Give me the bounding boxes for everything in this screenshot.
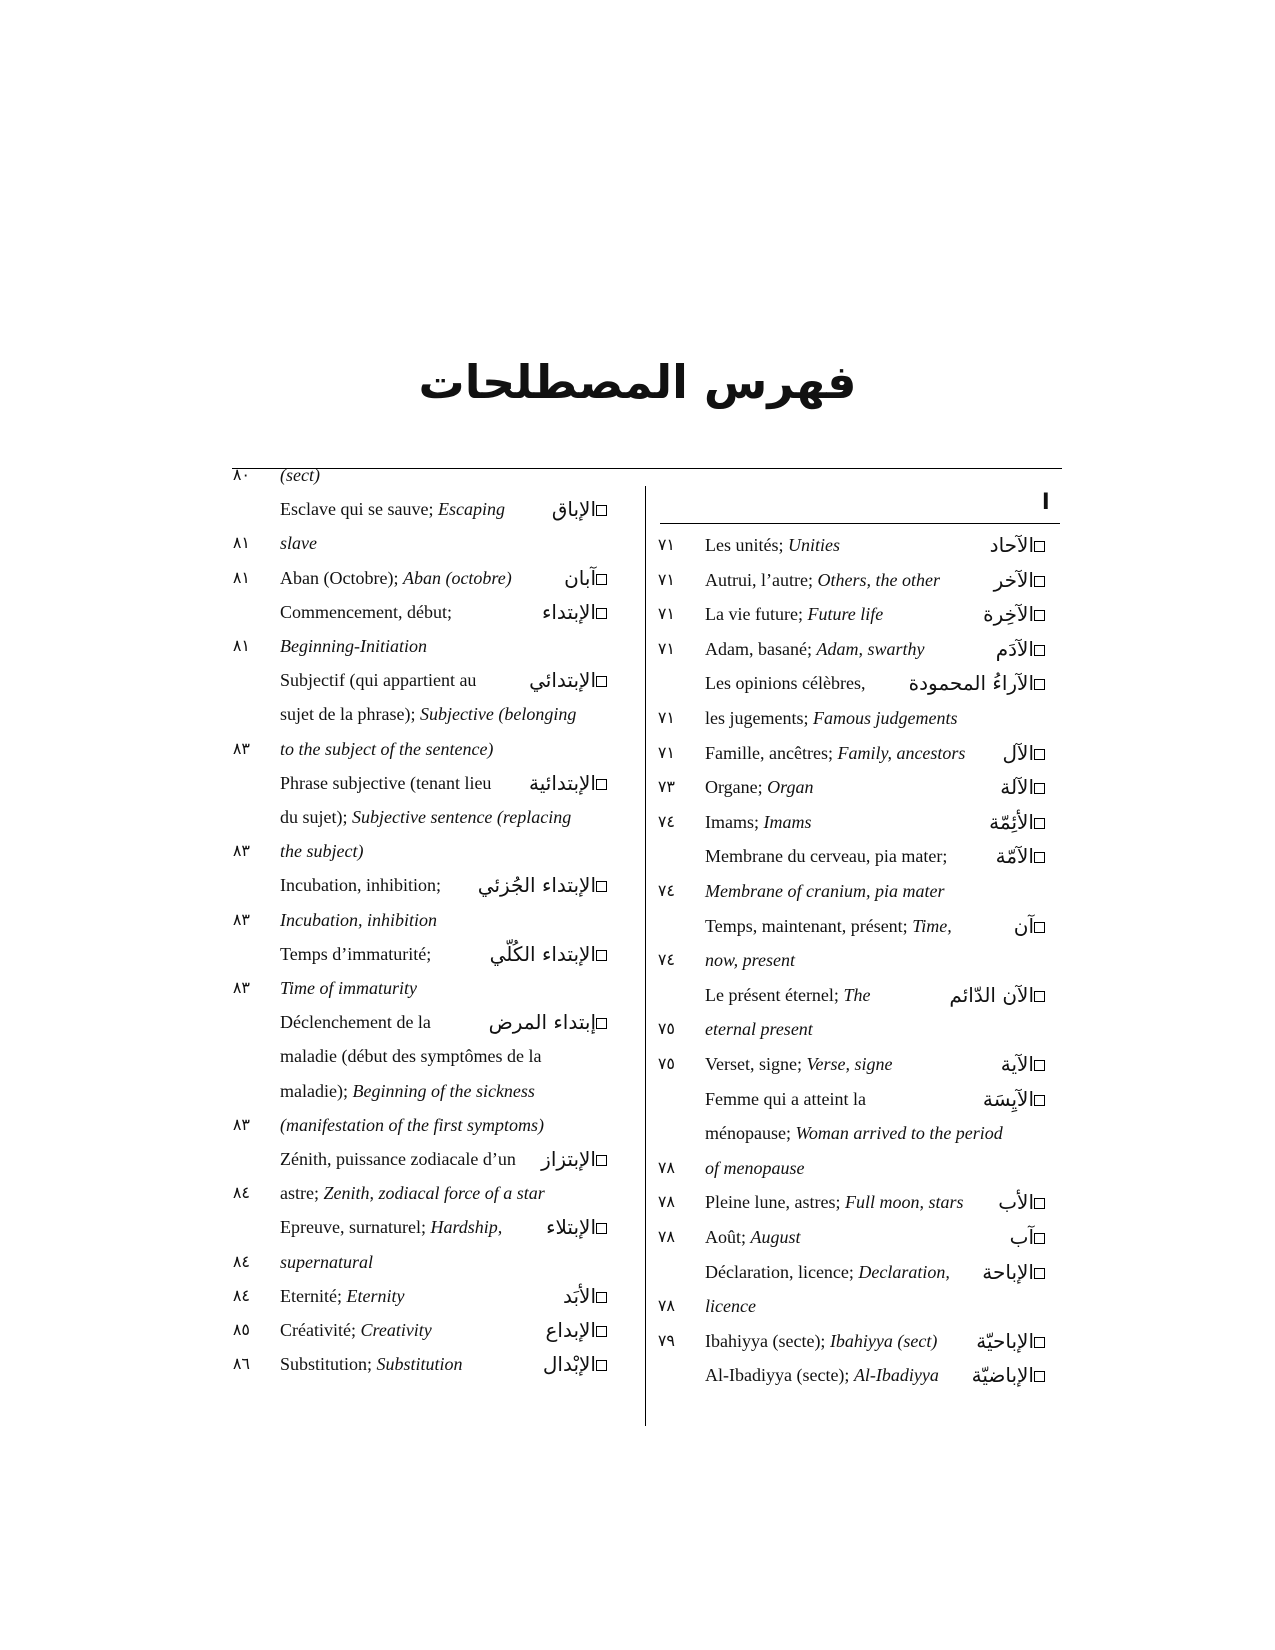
page-number: ٧١ [657,569,675,589]
definition-text [705,1184,963,1220]
square-bullet-icon [1034,1233,1045,1244]
definition-text [280,594,452,630]
arabic-term [529,662,615,698]
arabic-term-label: الآل [1002,740,1034,765]
square-bullet-icon [596,1223,607,1234]
french-text: Famille, ancêtres; [705,742,838,763]
definition-text [705,596,883,632]
definition-text [705,735,965,771]
square-bullet-icon [596,1155,607,1166]
square-bullet-icon [1034,679,1045,690]
arabic-term [909,665,1053,701]
french-text: Organe; [705,777,768,798]
english-text: supernatural [280,1251,374,1272]
french-text: Esclave qui se sauve; [280,499,438,520]
index-row [0,1150,1275,1186]
page-number: ٨٣ [232,909,250,929]
definition-text [280,1004,431,1040]
arabic-term-label: الآراءُ المحمودة [908,671,1034,696]
arabic-term-label: الإبْدال [542,1352,596,1377]
french-text: Le présent éternel; [705,984,844,1005]
page-number: ٧٨ [657,1192,675,1212]
french-text: Créativité; [280,1320,361,1340]
english-text: Zenith, zodiacal force of a star [323,1183,545,1204]
arabic-term-label: الإبتداء الجُزئي [477,873,596,898]
definition-text [705,908,952,944]
page-number: ٨١ [232,636,250,655]
french-text: Déclaration, licence; [705,1261,859,1282]
arabic-term [1003,735,1054,771]
english-text: (sect) [280,465,320,485]
index-row [0,942,1275,978]
french-text: du sujet); [280,807,352,827]
french-text: Substitution; [280,1354,377,1375]
arabic-term [1010,1219,1053,1255]
french-text: La vie future; [705,604,808,625]
english-text: Subjective sentence (replacing [352,807,572,827]
index-row [0,873,1275,909]
arabic-term-label: الإبتدائي [529,668,596,693]
page-number: ٨١ [232,567,250,587]
page-number: ٧١ [657,742,675,762]
index-row [0,1081,1275,1117]
english-text: licence [705,1296,756,1317]
french-text: maladie (début des symptômes de la [280,1046,542,1067]
index-row [0,631,1275,667]
french-text: Août; [705,1227,751,1247]
definition-text [280,936,431,972]
square-bullet-icon [596,1292,607,1303]
square-bullet-icon [1034,922,1045,933]
french-text: Adam, basané; [705,638,817,659]
index-row [0,804,1275,840]
page-number: ٨٦ [232,1354,250,1374]
index-row [0,562,1275,598]
square-bullet-icon [596,608,607,619]
english-text: Eternity [346,1285,405,1306]
english-text: Beginning-Initiation [280,636,427,656]
definition-text [280,1175,545,1211]
french-text: maladie); [280,1080,353,1101]
page-number: ٨٣ [232,738,250,758]
arabic-term [563,1278,615,1314]
french-text: Femme qui a atteint la [705,1088,866,1109]
arabic-term [490,936,615,972]
page-number: ٧١ [657,535,675,554]
french-text: Membrane du cerveau, pia mater; [705,846,948,867]
arabic-term [543,1346,615,1382]
square-bullet-icon [1034,1095,1045,1106]
arabic-term-label: الإبتدائية [529,770,596,795]
page-number: ٧٤ [657,881,675,900]
arabic-term [478,867,615,903]
arabic-term [545,1312,615,1348]
definition-text [705,1323,937,1359]
square-bullet-icon [1034,991,1045,1002]
section-letter: ا [1042,490,1050,515]
french-text: Imams; [705,811,764,832]
definition-text [705,1115,1003,1151]
definition-text [280,1141,516,1177]
french-text: Déclenchement de la [280,1012,431,1033]
english-text: The [843,984,871,1005]
arabic-term [994,562,1053,598]
definition-text [705,977,870,1013]
arabic-term-label: آن [1013,913,1034,938]
arabic-term [982,1254,1053,1290]
square-bullet-icon [596,1360,607,1371]
definition-text [280,1073,535,1109]
english-text: Time of immaturity [280,978,418,998]
definition-text [280,457,320,493]
arabic-term-label: آب [1009,1225,1034,1249]
french-text: Temps d’immaturité; [280,943,432,964]
page-number: ٨٤ [232,1183,250,1203]
arabic-term-label: الإبتلاء [546,1215,596,1240]
page-title: فهرس المصطلحات [418,355,857,409]
square-bullet-icon [596,779,607,790]
index-row [0,1357,1275,1393]
index-row [0,1115,1275,1151]
header-rule [232,468,1062,469]
arabic-term-label: الإبداع [545,1318,596,1342]
page-number: ٧٥ [657,1019,675,1039]
english-text: Family, ancestors [837,742,966,763]
arabic-term-label: الآخر [993,567,1034,592]
english-text: to the subject of the sentence) [280,738,494,759]
english-text: Imams [763,811,812,832]
index-row [0,838,1275,874]
arabic-term [1000,769,1053,805]
french-text: Phrase subjective (tenant lieu [280,772,492,793]
arabic-term-label: الإبتداء الكُلّي [489,941,596,966]
definition-text [280,1346,463,1382]
french-text: Les unités; [705,535,788,555]
square-bullet-icon [1034,783,1045,794]
english-text: now, present [705,950,795,971]
definition-text [280,1278,404,1314]
french-text: Pleine lune, astres; [705,1192,845,1213]
index-row [0,977,1275,1013]
square-bullet-icon [596,1326,607,1337]
french-text: Commencement, début; [280,601,452,622]
page-number: ٧١ [657,638,675,658]
arabic-term [998,1184,1053,1220]
arabic-term [983,596,1053,632]
square-bullet-icon [596,505,607,516]
english-text: (manifestation of the first symptoms) [280,1114,544,1135]
page-number: ٧١ [657,708,675,727]
arabic-term [976,1323,1053,1359]
square-bullet-icon [1034,645,1045,656]
arabic-term [949,977,1053,1013]
arabic-term-label: الإبتداء [541,599,596,624]
definition-text [280,525,317,561]
french-text: astre; [280,1183,324,1204]
page-number: ٧٤ [657,950,675,970]
arabic-term [564,560,615,596]
square-bullet-icon [596,574,607,585]
arabic-term [1001,1046,1053,1082]
definition-text [280,1107,544,1143]
definition-text [705,700,957,736]
arabic-term-label: الأئِمّة [989,809,1034,834]
page-number: ٧١ [657,604,675,624]
page-number: ٨٠ [232,465,250,484]
square-bullet-icon [1034,749,1045,760]
english-text: eternal present [705,1019,813,1040]
page-number: ٧٥ [657,1054,675,1073]
arabic-term-label: الأب [998,1190,1034,1215]
definition-text [705,665,865,701]
arabic-term-label: الآدَم [995,636,1034,661]
page-number: ٧٤ [657,811,675,831]
definition-text [705,527,840,563]
definition-text [280,833,363,869]
square-bullet-icon [1034,541,1045,552]
arabic-term-label: الآخِرة [983,602,1034,627]
index-row [0,596,1275,632]
definition-text [705,804,812,840]
english-text: Escaping [437,499,505,520]
arabic-term [552,491,615,527]
definition-text [705,873,944,909]
definition-text [280,1312,432,1348]
arabic-term [972,1357,1053,1393]
definition-text [280,765,491,801]
index-row [0,1011,1275,1047]
french-text: Temps, maintenant, présent; [705,915,913,936]
english-text: Hardship, [430,1217,503,1238]
english-text: Future life [807,604,884,625]
arabic-term-label: آبان [564,565,596,590]
index-row [0,527,1275,563]
page-number: ٨٤ [232,1251,250,1271]
page-number: ٨١ [232,533,250,553]
definition-text [280,867,441,903]
arabic-term [529,765,615,801]
definition-text [705,1046,892,1082]
index-row [0,1219,1275,1255]
square-bullet-icon [1034,852,1045,863]
index-row [0,1285,1275,1324]
french-text: Epreuve, surnaturel; [280,1217,431,1238]
french-text: Eternité; [280,1285,347,1306]
definition-text [280,970,417,1006]
english-text: Ibahiyya (sect) [829,1330,938,1351]
index-row [0,1046,1275,1082]
french-text: ménopause; [705,1123,796,1144]
english-text: Subjective (belonging [419,704,577,725]
index-row [0,1251,1275,1290]
index-row [0,665,1275,701]
arabic-term-label: الآلة [1000,775,1034,800]
english-text: Adam, swarthy [816,638,925,659]
arabic-term-label: الآن الدّائم [949,982,1034,1007]
definition-text [705,1288,756,1324]
definition-text [705,1150,804,1186]
arabic-term [541,1141,615,1177]
page-number: ٧٨ [657,1157,675,1177]
english-text: Beginning of the sickness [352,1080,535,1101]
arabic-term-label: إبتداء المرض [488,1010,596,1035]
page-number: ٧٨ [657,1296,675,1316]
french-text: Les opinions célèbres, [705,673,866,694]
index-row [0,662,1275,698]
french-text: Subjectif (qui appartient au [280,670,477,691]
definition-text [705,838,947,874]
index-row [0,769,1275,805]
page-number: ٨٤ [232,1285,250,1305]
arabic-term-label: الإباضيّة [971,1363,1034,1388]
definition-text [280,1244,373,1280]
english-text: Al-Ibadiyya [853,1365,939,1386]
english-text: Others, the other [817,569,940,590]
definition-text [705,562,940,598]
index-row [0,1184,1275,1220]
english-text: Time, [912,915,952,936]
french-text: Al-Ibadiyya (secte); [705,1365,854,1386]
french-text: les jugements; [705,708,813,728]
arabic-term-label: الإباحيّة [976,1328,1034,1353]
index-row [0,491,1275,527]
square-bullet-icon [1034,818,1045,829]
square-bullet-icon [1034,1337,1045,1348]
definition-text [705,1254,950,1290]
definition-text [705,1357,939,1393]
english-text: Unities [788,535,840,555]
english-text: Woman arrived to the period [795,1123,1003,1144]
definition-text [280,696,576,732]
english-text: Creativity [360,1320,432,1340]
arabic-term-label: الإباحة [982,1259,1034,1284]
index-row [0,735,1275,771]
definition-text [705,1081,866,1117]
french-text: Zénith, puissance zodiacale d’un [280,1149,516,1169]
arabic-term-label: الآحاد [989,533,1034,557]
arabic-term-label: الآية [1000,1052,1034,1076]
page-number: ٨٣ [232,841,250,861]
arabic-term-label: الآمّة [995,844,1034,869]
definition-text [705,769,814,805]
square-bullet-icon [596,676,607,687]
definition-text [280,662,476,698]
arabic-term [989,804,1053,840]
index-row [0,1323,1275,1359]
arabic-term [990,527,1053,563]
arabic-term [489,1004,615,1040]
english-text: Declaration, [858,1261,950,1282]
page-number: ٨٣ [232,978,250,997]
french-text: Aban (Octobre); [280,567,403,588]
english-text: Membrane of cranium, pia mater [705,881,945,901]
english-text: Verse, signe [806,1054,893,1074]
square-bullet-icon [1034,1268,1045,1279]
arabic-term-label: الأبَد [562,1283,596,1308]
definition-text [705,1011,813,1047]
square-bullet-icon [1034,1371,1045,1382]
arabic-term [546,1209,615,1245]
page-number: ٨٥ [232,1320,250,1339]
square-bullet-icon [1034,1198,1045,1209]
definition-text [280,731,493,767]
arabic-term [542,594,615,630]
definition-text [280,560,512,596]
square-bullet-icon [596,950,607,961]
square-bullet-icon [596,881,607,892]
page-number: ٧٨ [657,1227,675,1246]
french-text: Autrui, l’autre; [705,569,818,590]
square-bullet-icon [1034,610,1045,621]
arabic-term [996,631,1053,667]
english-text: Incubation, inhibition [280,909,437,930]
french-text: sujet de la phrase); [280,704,420,725]
arabic-term [1014,908,1053,944]
index-row [0,1107,1275,1143]
index-row [0,908,1275,944]
definition-text [280,1038,541,1074]
definition-text [705,942,795,978]
definition-text [280,628,427,664]
arabic-term [983,1081,1053,1117]
section-rule [660,523,1060,524]
arabic-term [996,838,1053,874]
definition-text [280,491,505,527]
english-text: Substitution [376,1354,463,1375]
arabic-term-label: الآيِسَة [982,1086,1034,1111]
square-bullet-icon [1034,1060,1045,1071]
english-text: of menopause [705,1157,805,1178]
definition-text [705,631,924,667]
english-text: Organ [767,777,814,798]
english-text: August [750,1227,801,1247]
index-row [0,700,1275,736]
square-bullet-icon [1034,576,1045,587]
square-bullet-icon [596,1018,607,1029]
english-text: slave [280,533,317,554]
page-number: ٨٣ [232,1114,250,1134]
definition-text [280,1209,502,1245]
french-text: Ibahiyya (secte); [705,1330,830,1351]
page-number: ٧٩ [657,1330,675,1350]
definition-text [705,1219,801,1255]
arabic-term-label: الإبتزاز [541,1147,596,1171]
english-text: Aban (octobre) [402,567,512,588]
definition-text [280,799,571,835]
english-text: the subject) [280,841,364,862]
french-text: Verset, signe; [705,1054,807,1074]
english-text: Full moon, stars [844,1192,964,1213]
french-text: Incubation, inhibition; [280,875,441,896]
index-row [0,457,1275,493]
arabic-term-label: الإباق [551,497,596,522]
page-number: ٧٣ [657,777,675,797]
english-text: Famous judgements [812,708,958,728]
definition-text [280,902,437,938]
